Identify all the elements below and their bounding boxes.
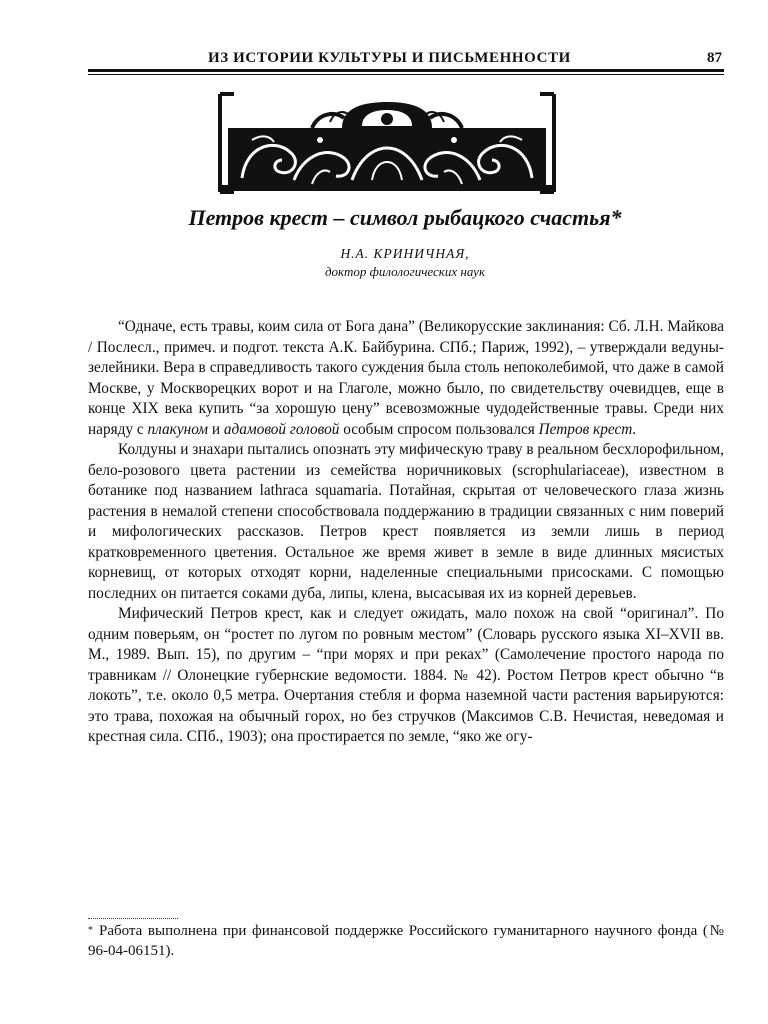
paragraph-text: “Одначе, есть травы, коим сила от Бога дана” (Великорусские заклинания: Сб. Л.Н. Майкова / Послесл., примеч. и подгот. текста А.К. Байбурина. СПб.; Париж, 1992), – утверждали ведуны-зелейники. Вера в справедливость такого суждения была столь непоколебимой, что даже в самой Москве, у Москворецких ворот и на Глаголе, можно было, по свидетельству очевидцев, еще в конце XIX века купить “за хорошую цену” всевозможные чудодейственные травы. Среди них наряду с xyxy=(88,318,724,438)
paragraph-text: особым спросом пользовался xyxy=(339,420,539,438)
paragraph-text: Колдуны и знахари пытались опознать эту мифическую траву в реальном бесхлорофильном, бело-розового цвета растении из семейства норичниковых (scrophulariaceae), известном в ботанике под названием lathraca squamaria. Потайная, скрытая от человеческого глаза жизнь растения в немалой степени способствовала поддержанию в традиции связанных с ним поверий и мифологических рассказов. Петров крест появляется из земли лишь в период кратковременного цветения. Остальное же время живет в земле в виде длинных мясистых корневищ, от которых отходят корни, наделенные специальными присосками. С помощью последних он питается соками дуба, липы, клена, высасывая их из корней деревьев. xyxy=(88,441,724,602)
floral-headpiece-ornament-icon xyxy=(212,88,562,198)
header-rule-thick xyxy=(88,69,724,72)
body-paragraph xyxy=(88,604,724,748)
italic-term: Петров крест xyxy=(538,420,633,438)
footnote-mark: * xyxy=(88,925,93,936)
article-title: Петров крест – символ рыбацкого счастья* xyxy=(188,205,622,230)
body-paragraph xyxy=(88,440,724,604)
body-paragraph xyxy=(88,317,724,440)
running-head xyxy=(88,44,724,70)
footnote xyxy=(88,921,724,961)
italic-term: плакуном xyxy=(147,420,209,438)
paragraph-text: Мифический Петров крест, как и следует ожидать, мало похож на свой “оригинал”. По одним поверьям, он “ростет по лугом по ровным местом” (Словарь русского языка XI–XVII вв. М., 1989. Вып. 15), по другим – “при морях и при реках” (Самолечение простого народа по травникам // Олонецкие губернские ведомости. 1884. № 42). Ростом Петров крест обычно “в локоть”, т.е. около 0,5 метра. Очертания стебля и форма наземной части растения варьируются: это трава, похожая на обычный горох, но без стручков (Максимов С.В. Нечистая, неведомая и крестная сила. СПб., 1903); она простирается по земле, “яко же огу- xyxy=(88,605,724,745)
paragraph-text: и xyxy=(208,420,224,438)
running-head-title: ИЗ ИСТОРИИ КУЛЬТУРЫ И ПИСЬМЕННОСТИ xyxy=(208,50,571,66)
author-name: Н.А. КРИНИЧНАЯ, xyxy=(340,246,470,261)
page-number: 87 xyxy=(707,50,722,66)
author-degree: доктор филологических наук xyxy=(324,264,486,279)
footnote-rule xyxy=(88,918,178,919)
footnote-text: Работа выполнена при финансовой поддержке Российского гуманитарного научного фонда (№ 96-04-06151). xyxy=(88,923,724,959)
article-body xyxy=(88,317,724,748)
header-rule-thin xyxy=(88,74,724,75)
paragraph-text: . xyxy=(632,420,637,438)
italic-term: адамовой головой xyxy=(223,420,340,438)
